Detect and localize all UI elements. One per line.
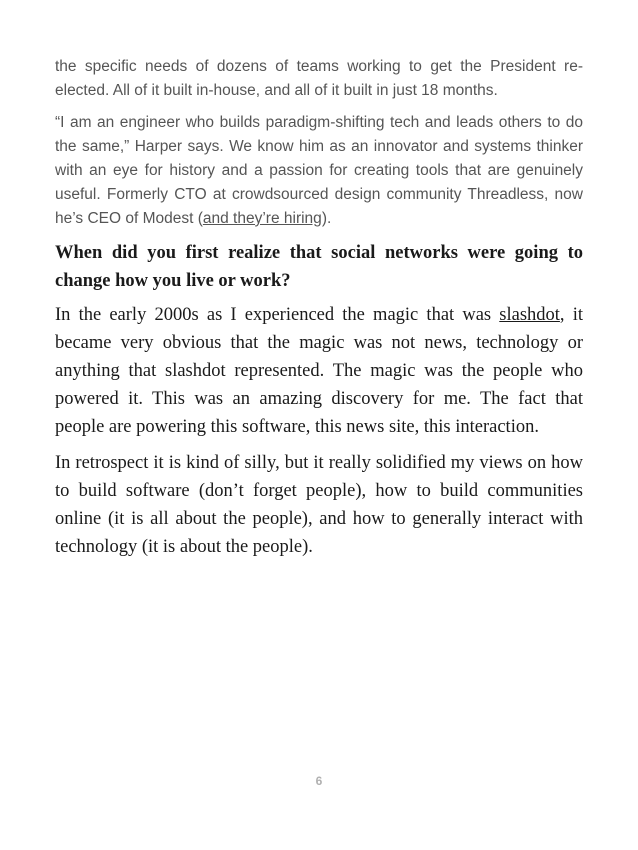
hiring-link[interactable]: and they’re hiring <box>202 210 322 227</box>
intro-paragraph-1: the specific needs of dozens of teams working to get the President re-elected. All of it built in-house, and all of it built in just 18 months. <box>55 58 583 99</box>
intro-paragraph-2-text: “I am an engineer who builds paradigm-shifting tech and leads others to do the same,” Harper says. We know him as an innovator and systems thinker with an eye for history and a passion for creating tools that are genuinely useful. Formerly CTO at crowdsourced design community Threadless, now he’s CEO of Modest ( <box>55 114 583 227</box>
document-page <box>55 55 583 569</box>
answer-paragraph-1-text: In the early 2000s as I experienced the magic that was <box>55 305 500 325</box>
answer-paragraph-1-rest: , it became very obvious that the magic was not news, technology or anything that slashdot represented. The magic was the people who powered it. This was an amazing discovery for me. The fact that people are powering this software, this news site, this interaction. <box>55 305 583 437</box>
intro-paragraph-2 <box>55 111 583 231</box>
intro-paragraph-2-end: ). <box>321 210 332 227</box>
answer-paragraph-2: In retrospect it is kind of silly, but it really solidified my views on how to build software (don’t forget people), how to build communities online (it is all about the people), and how to generally interact with technology (it is about the people). <box>55 453 583 557</box>
answer-paragraph-1 <box>55 301 583 441</box>
slashdot-link[interactable]: slashdot <box>499 305 560 325</box>
interview-question: When did you first realize that social networks were going to change how you live or work? <box>55 243 583 291</box>
page-number: 6 <box>315 774 323 788</box>
